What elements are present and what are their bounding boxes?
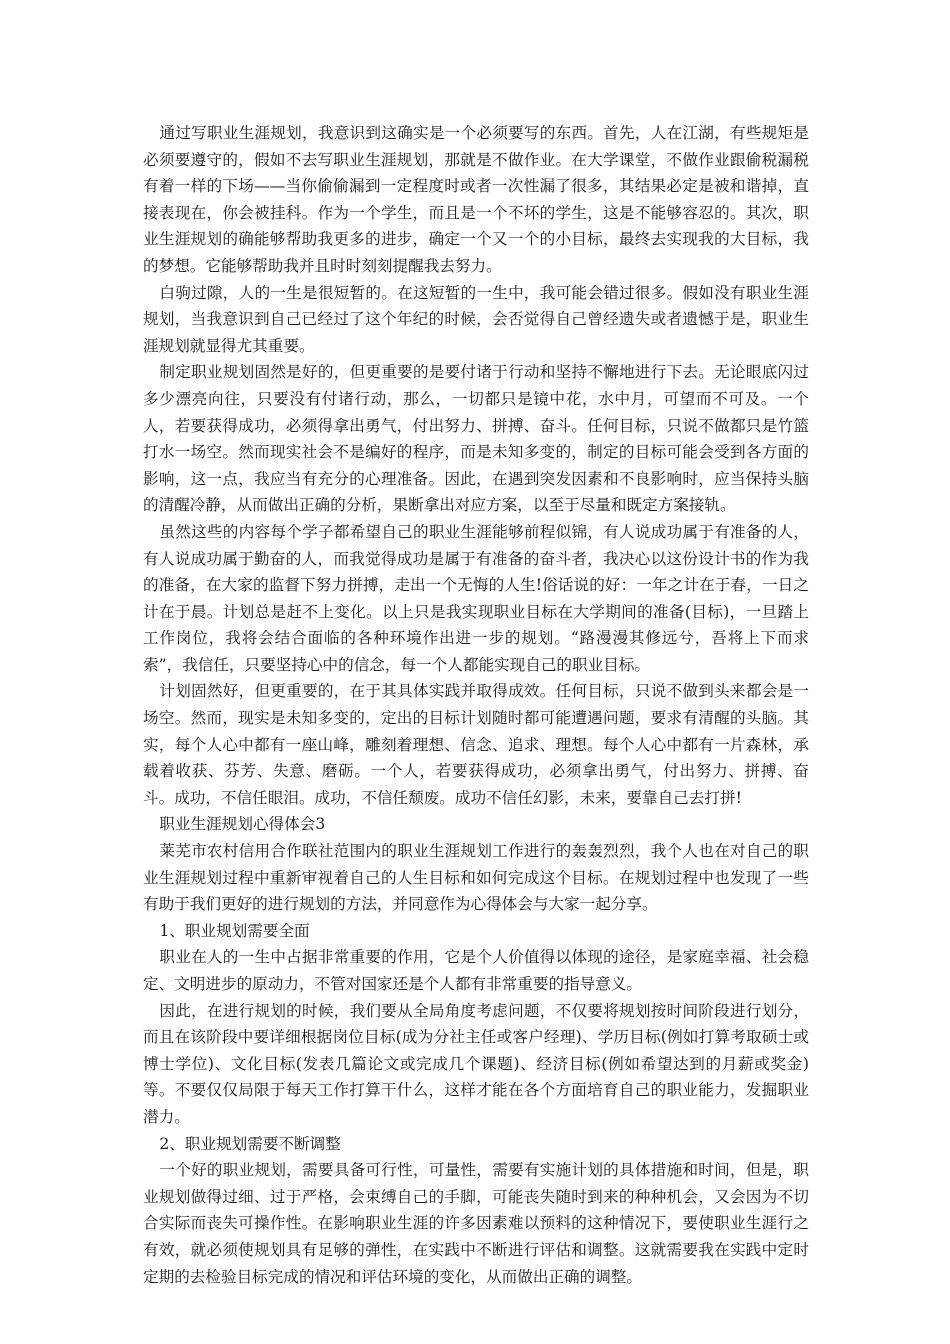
- document-body: [143, 120, 809, 1290]
- subheading-2: 2、职业规划需要不断调整: [159, 1134, 341, 1153]
- paragraph-2: 白驹过隙，人的一生是很短暂的。在这短暂的一生中，我可能会错过很多。假如没有职业生涯规划，当我意识到自己已经过了这个年纪的时候，会否觉得自己曾经遗失或者遗憾于是，职业生涯规划就显得尤其重要。: [143, 283, 809, 355]
- paragraph-5: 计划固然好，但更重要的，在于其具体实践并取得成效。任何目标，只说不做到头来都会是一场空。然而，现实是未知多变的，定出的目标计划随时都可能遭遇问题，要求有清醒的头脑。其实，每个人心中都有一座山峰，雕刻着理想、信念、追求、理想。每个人心中都有一片森林，承载着收获、芬芳、失意、磨砺。一个人，若要获得成功，必须拿出勇气，付出努力、拼搏、奋斗。成功，不信任眼泪。成功，不信任颓废。成功不信任幻影，未来，要靠自己去打拼!: [143, 682, 809, 807]
- paragraph-9: 一个好的职业规划，需要具备可行性，可量性，需要有实施计划的具体措施和时间，但是，职业规划做得过细、过于严格，会束缚自己的手脚，可能丧失随时到来的种种机会，又会因为不切合实际而丧失可操作性。在影响职业生涯的许多因素难以预料的这种情况下，要使职业生涯行之有效，就必须使规划具有足够的弹性，在实践中不断进行评估和调整。这就需要我在实践中定时定期的去检验目标完成的情况和评估环境的变化，从而做出正确的调整。: [143, 1161, 809, 1286]
- paragraph-6: 莱芜市农村信用合作联社范围内的职业生涯规划工作进行的轰轰烈烈，我个人也在对自己的职业生涯规划过程中重新审视着自己的人生目标和如何完成这个目标。在规划过程中也发现了一些有助于我们更好的进行规划的方法，并同意作为心得体会与大家一起分享。: [143, 842, 809, 914]
- section-heading-3: 职业生涯规划心得体会3: [159, 815, 326, 834]
- paragraph-8: 因此，在进行规划的时候，我们要从全局角度考虑问题，不仅要将规划按时间阶段进行划分，而且在该阶段中要详细根据岗位目标(成为分社主任或客户经理)、学历目标(例如打算考取硕士或博士学位)、文化目标(发表几篇论文或完成几个课题)、经济目标(例如希望达到的月薪或奖金)等。不要仅仅局限于每天工作打算干什么，这样才能在各个方面培育自己的职业能力，发掘职业潜力。: [143, 1001, 809, 1126]
- paragraph-4: 虽然这些的内容每个学子都希望自己的职业生涯能够前程似锦，有人说成功属于有准备的人，有人说成功属于勤奋的人，而我觉得成功是属于有准备的奋斗者，我决心以这份设计书的作为我的准备，在大家的监督下努力拼搏，走出一个无悔的人生!俗话说的好：一年之计在于春，一日之计在于晨。计划总是赶不上变化。以上只是我实现职业目标在大学期间的准备(目标)，一旦踏上工作岗位，我将会结合面临的各种环境作出进一步的规划。“路漫漫其修远兮，吾将上下而求索”，我信任，只要坚持心中的信念，每一个人都能实现自己的职业目标。: [143, 522, 809, 674]
- paragraph-7: 职业在人的一生中占据非常重要的作用，它是个人价值得以体现的途径，是家庭幸福、社会稳定、文明进步的原动力，不管对国家还是个人都有非常重要的指导意义。: [143, 948, 809, 993]
- paragraph-1: 通过写职业生涯规划，我意识到这确实是一个必须要写的东西。首先，人在江湖，有些规矩是必须要遵守的，假如不去写职业生涯规划，那就是不做作业。在大学课堂，不做作业跟偷税漏税有着一样的下场——当你偷偷漏到一定程度时或者一次性漏了很多，其结果必定是被和谐掉，直接表现在，你会被挂科。作为一个学生，而且是一个不坏的学生，这是不能够容忍的。其次，职业生涯规划的确能够帮助我更多的进步，确定一个又一个的小目标，最终去实现我的大目标，我的梦想。它能够帮助我并且时时刻刻提醒我去努力。: [143, 124, 809, 275]
- paragraph-3: 制定职业规划固然是好的，但更重要的是要付诸于行动和坚持不懈地进行下去。无论眼底闪过多少漂亮向往，只要没有付诸行动，那么，一切都只是镜中花，水中月，可望而不可及。一个人，若要获得成功，必须得拿出勇气，付出努力、拼搏、奋斗。任何目标，只说不做都只是竹篮打水一场空。然而现实社会不是编好的程序，而是未知多变的，制定的目标可能会受到各方面的影响，这一点，我应当有充分的心理准备。因此，在遇到突发因素和不良影响时，应当保持头脑的清醒冷静，从而做出正确的分析，果断拿出对应方案，以至于尽量和既定方案接轨。: [143, 363, 809, 515]
- subheading-1: 1、职业规划需要全面: [159, 921, 310, 940]
